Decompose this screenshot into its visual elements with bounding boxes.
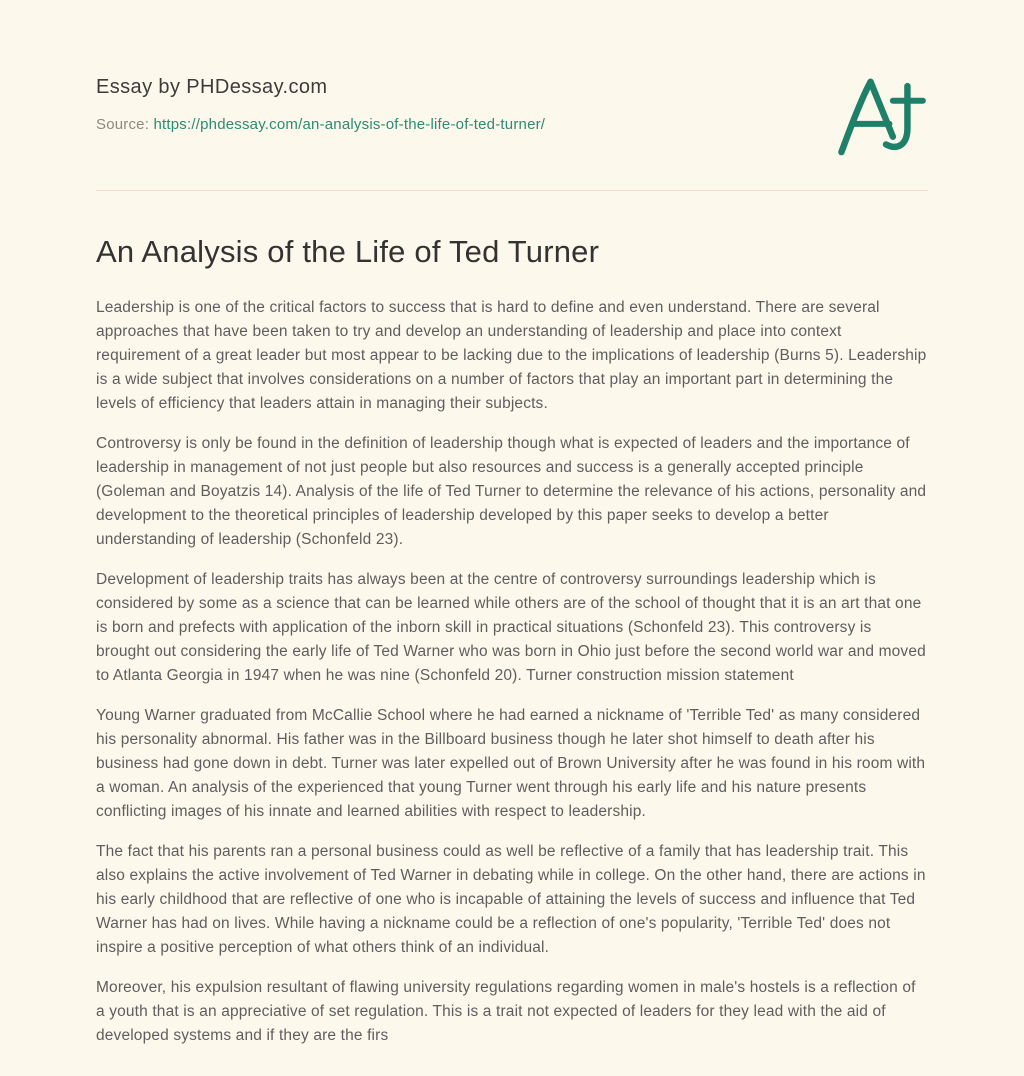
header-divider [96,190,928,191]
essay-body [96,296,928,1048]
essay-paragraph-2: Controversy is only be found in the definition of leadership though what is expected of leaders and the importance of leadership in management of not just people but also resources and success is a generally accepted principle (Goleman and Boyatzis 14). Analysis of the life of Ted Turner to determine the relevance of his actions, personality and development to the theoretical principles of leadership developed by this paper seeks to develop a better understanding of leadership (Schonfeld 23). [96,435,927,549]
essay-title: An Analysis of the Life of Ted Turner [96,234,600,269]
essay-paragraph-4: Young Warner graduated from McCallie School where he had earned a nickname of 'Terrible Ted' as many considered his personality abnormal. His father was in the Billboard business though he later shot himself to death after his business had gone down in debt. Turner was later expelled out of Brown University after he was found in his room with a woman. An analysis of the experienced that young Turner went through his early life and his nature presents conflicting images of his innate and learned abilities with respect to leadership. [96,707,926,821]
essay-paragraph-5: The fact that his parents ran a personal business could as well be reflective of a family that has leadership trait. This also explains the active involvement of Ted Warner in debating while in college. On the other hand, there are actions in his early childhood that are reflective of one who is incapable of attaining the levels of success and influence that Ted Warner has had on lives. While having a nickname could be a reflection of one's popularity, 'Terrible Ted' does not inspire a positive perception of what others think of an individual. [96,843,926,957]
essay-main [96,233,928,1048]
page-header [96,0,928,191]
essay-paragraph-3: Development of leadership traits has always been at the centre of controversy surroundings leadership which is considered by some as a science that can be learned while others are of the school of thought that it is an art that one is born and prefects with application of the inborn skill in practical situations (Schonfeld 23). This controversy is brought out considering the early life of Ted Warner who was born in Ohio just before the second world war and moved to Atlanta Georgia in 1947 when he was nine (Schonfeld 20). Turner construction mission statement [96,571,926,685]
essay-paragraph-6: Moreover, his expulsion resultant of flawing university regulations regarding women in male's hostels is a reflection of a youth that is an appreciative of set regulation. This is a trait not expected of leaders for they lead with the aid of developed systems and if they are the firs [96,979,916,1045]
source-label: Source: [96,116,150,133]
essay-paragraph-1: Leadership is one of the critical factors to success that is hard to define and even understand. There are several approaches that have been taken to try and develop an understanding of leadership and place into context requirement of a great leader but most appear to be lacking due to the implications of leadership (Burns 5). Leadership is a wide subject that involves considerations on a number of factors that play an important part in determining the levels of efficiency that leaders attain in managing their subjects. [96,299,927,413]
header-row [96,0,928,162]
header-left [96,70,545,133]
byline: Essay by PHDessay.com [96,76,328,98]
phdessay-logo-icon [832,72,928,162]
source-line [96,116,545,133]
source-link[interactable]: https://phdessay.com/an-analysis-of-the-life-of-ted-turner/ [153,116,546,133]
